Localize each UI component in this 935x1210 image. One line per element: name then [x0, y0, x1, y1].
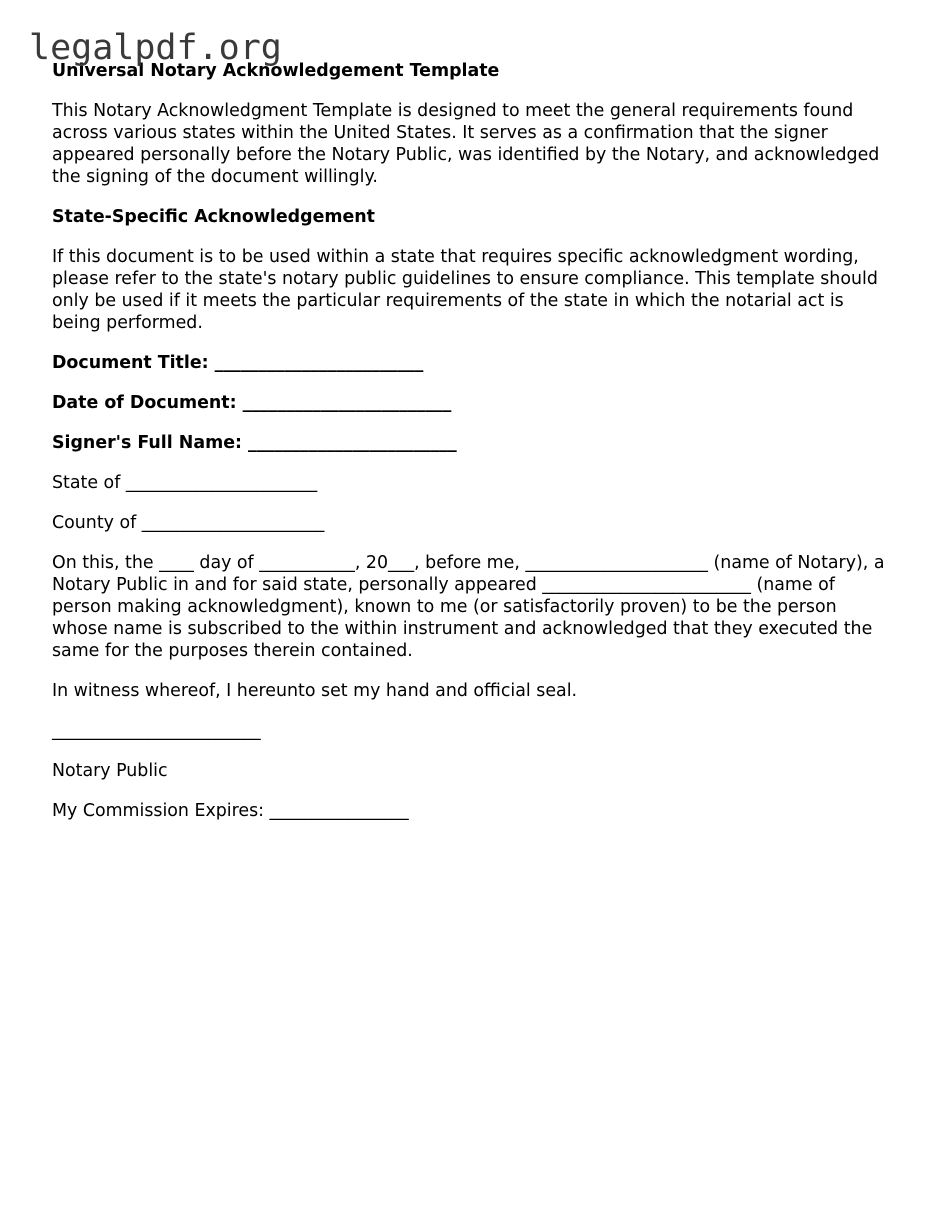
document-title-field: Document Title: ________________________	[52, 353, 424, 373]
state-specific-paragraph: If this document is to be used within a state that requires specific acknowledgment wording, please refer to the state's notary public guidelines to ensure compliance. This template should only be used if it meets the particular requirements of the state in which the notarial act is being performed.	[52, 247, 878, 333]
date-of-document-field: Date of Document: ________________________	[52, 393, 452, 413]
watermark-logo: legalpdf.org	[29, 28, 282, 68]
signature-line: ________________________	[52, 721, 261, 741]
acknowledgment-paragraph: On this, the ____ day of ___________, 20___, before me, _____________________ (name of Notary), a Notary Public in and for said state, personally appeared ________________________ (name of person making acknowledgment), known to me (or satisfactorily proven) to be the person whose name is subscribed to the within instrument and acknowledged that they executed the same for the purposes therein contained.	[52, 553, 885, 661]
state-of-field: State of ______________________	[52, 473, 318, 493]
intro-paragraph: This Notary Acknowledgment Template is designed to meet the general requirements found across various states within the United States. It serves as a confirmation that the signer appeared personally before the Notary Public, was identified by the Notary, and acknowledged the signing of the document willingly.	[52, 101, 880, 187]
document-body	[52, 60, 892, 840]
state-specific-heading: State-Specific Acknowledgement	[52, 207, 375, 227]
county-of-field: County of _____________________	[52, 513, 325, 533]
signer-full-name-field: Signer's Full Name: ________________________	[52, 433, 457, 453]
document-title: Universal Notary Acknowledgement Template	[52, 61, 500, 81]
commission-expires-field: My Commission Expires: ________________	[52, 801, 409, 821]
notary-public-label: Notary Public	[52, 761, 168, 781]
witness-paragraph: In witness whereof, I hereunto set my hand and official seal.	[52, 681, 578, 701]
